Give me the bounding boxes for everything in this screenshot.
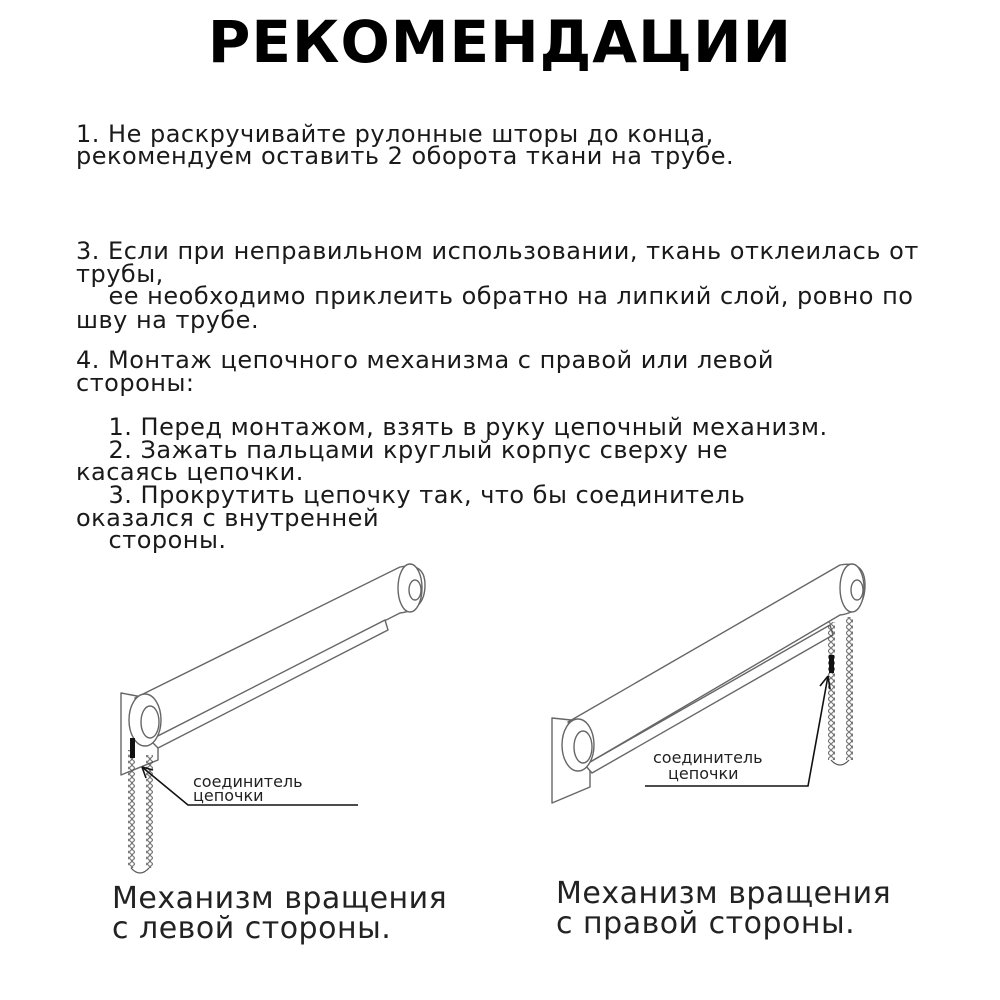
recommendation-3-line-3: ее необходимо приклеить обратно на липкий слой, ровно по [76, 282, 914, 310]
step-2-line-2: касаясь цепочки. [76, 458, 304, 486]
left-roller-mechanism [121, 564, 425, 775]
page-title: РЕКОМЕНДАЦИИ [207, 8, 793, 76]
step-3-line-3: стороны. [76, 526, 227, 554]
right-caption-line-1: Механизм вращения [556, 876, 892, 911]
recommendation-1-line-1: 1. Не раскручивайте рулонные шторы до конца, [76, 120, 714, 148]
recommendation-4-line-1: 4. Монтаж цепочного механизма с правой или левой [76, 346, 774, 374]
left-caption-line-2: с левой стороны. [112, 911, 392, 946]
left-connector-label-line-2: цепочки [193, 786, 264, 805]
step-1: 1. Перед монтажом, взять в руку цепочный механизм. [76, 413, 828, 441]
recommendation-1-line-2: рекомендуем оставить 2 оборота ткани на трубе. [76, 142, 735, 170]
left-caption-line-1: Механизм вращения [112, 881, 448, 916]
recommendation-4-line-2: стороны: [76, 369, 195, 397]
step-2-line-1: 2. Зажать пальцами круглый корпус сверху не [76, 436, 728, 464]
recommendation-3-line-2: трубы, [76, 260, 164, 288]
step-3-line-2: оказался с внутренней [76, 504, 380, 532]
right-chain-connector [829, 655, 834, 673]
recommendation-3-line-4: шву на трубе. [76, 306, 260, 334]
right-connector-label-line-2: цепочки [668, 764, 739, 783]
left-chain-connector [130, 738, 135, 758]
right-connector-label-line-1: соединитель [653, 748, 763, 767]
recommendation-3-line-1: 3. Если при неправильном использовании, ткань отклеилась от [76, 237, 919, 265]
left-connector-label-line-1: соединитель [193, 772, 303, 791]
right-chain [828, 617, 853, 765]
step-3-line-1: 3. Прокрутить цепочку так, что бы соединитель [76, 481, 746, 509]
right-caption-line-2: с правой стороны. [556, 906, 856, 941]
